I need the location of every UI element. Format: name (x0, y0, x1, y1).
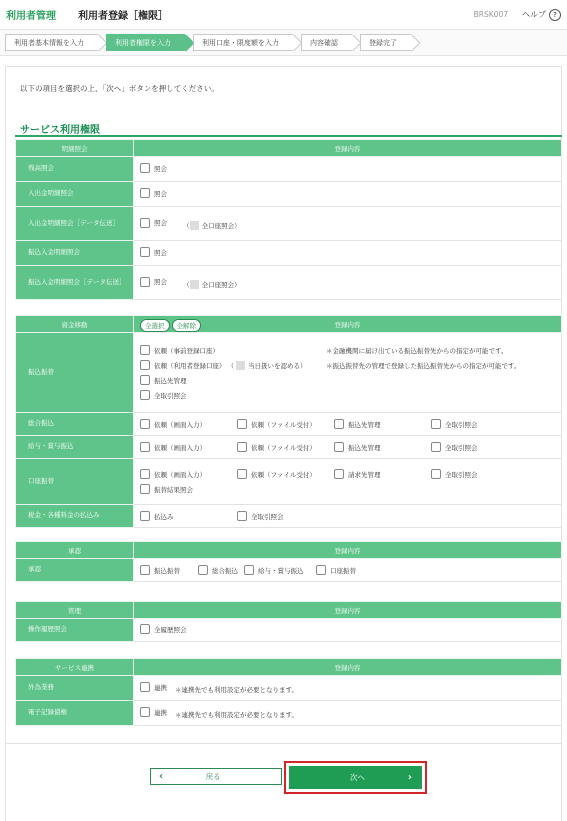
checkbox-icon (140, 469, 150, 479)
row-label: 税金・各種料金の払込み (16, 505, 134, 528)
checkbox-icon (140, 707, 150, 717)
checkbox-icon (140, 419, 150, 429)
paren: ） (234, 280, 241, 289)
checkbox-koza-all[interactable] (431, 469, 478, 479)
checkbox-erecord-link[interactable] (140, 707, 167, 717)
checkbox-sogo-all[interactable] (431, 419, 478, 429)
checkbox-balance[interactable] (140, 163, 167, 173)
management-table (15, 601, 562, 642)
checkbox-label: 依頼（画面入力） (154, 420, 206, 429)
checkbox-label: 連携 (154, 708, 167, 717)
checkbox-payee-management[interactable] (140, 375, 187, 385)
checkbox-kyuyo-payee[interactable] (334, 442, 431, 452)
checkbox-icon (140, 360, 150, 370)
screen-code: BRSK007 (473, 10, 508, 19)
page-title: 利用者登録［権限］ (78, 11, 168, 22)
checkbox-label: 全取引照会 (154, 391, 187, 400)
help-link[interactable] (522, 9, 561, 21)
checkbox-label: 請求先管理 (348, 470, 381, 479)
checkbox-kyuyo-screen[interactable] (140, 442, 237, 452)
note-text: ＊連携先でも利用設定が必要となります。 (175, 686, 298, 694)
row-label: 外為業務 (16, 676, 134, 701)
checkbox-label: 照会 (154, 248, 167, 257)
checkbox-icon (334, 469, 344, 479)
checkbox-inout[interactable] (140, 188, 167, 198)
checkbox-approve-koza[interactable] (316, 565, 356, 575)
checkbox-icon (237, 442, 247, 452)
row-label: 振込入金明細照会［データ伝送］ (16, 266, 134, 300)
service-link-table (15, 658, 562, 726)
checkbox-koza-billing[interactable] (334, 469, 431, 479)
checkbox-label: 依頼（画面入力） (154, 470, 206, 479)
checkbox-koza-screen[interactable] (140, 469, 237, 479)
checkbox-transfer-in[interactable] (140, 247, 167, 257)
checkbox-forex-link[interactable] (140, 682, 167, 692)
checkbox-icon (140, 624, 150, 634)
checkbox-label: 当日扱いを認める (248, 361, 300, 370)
col-header: 登録内容 (134, 602, 562, 619)
row-label: 口座振替 (16, 459, 134, 505)
checkbox-sogo-screen[interactable] (140, 419, 237, 429)
checkbox-label: 全取引照会 (445, 420, 478, 429)
app-name: 利用者管理 (6, 11, 56, 22)
checkbox-inout-data[interactable] (140, 218, 167, 228)
footer-divider (5, 743, 562, 744)
checkbox-label: 総合振込 (212, 566, 238, 575)
row-label: 承認 (16, 559, 134, 582)
checkbox-label: 口座振替 (330, 566, 356, 575)
checkbox-label: 依頼（ファイル受付） (251, 470, 316, 479)
checkbox-icon (316, 565, 326, 575)
checkbox-label: 依頼（ファイル受付） (251, 420, 316, 429)
checkbox-label: 振込振替 (154, 566, 180, 575)
checkbox-icon (140, 484, 150, 494)
checkbox-approve-transfer[interactable] (140, 565, 198, 575)
chevron-left-icon: ‹ (159, 771, 164, 782)
clear-all-button[interactable]: 全解除 (172, 319, 202, 332)
step-indicator (0, 30, 567, 56)
checkbox-label: 全取引照会 (445, 470, 478, 479)
checkbox-icon (237, 419, 247, 429)
checkbox-label: 依頼（事前登録口座） (154, 346, 219, 355)
checkbox-label: 全履歴照会 (154, 625, 187, 634)
checkbox-icon (431, 419, 441, 429)
checkbox-sogo-file[interactable] (237, 419, 334, 429)
checkbox-koza-result[interactable] (140, 484, 193, 494)
checkbox-all-history[interactable] (140, 624, 187, 634)
checkbox-icon (140, 442, 150, 452)
checkbox-request-preregistered[interactable] (140, 345, 326, 355)
section-title: サービス利用権限 (20, 125, 100, 136)
checkbox-kyuyo-file[interactable] (237, 442, 334, 452)
instruction-text: 以下の項目を選択の上、「次へ」ボタンを押してください。 (20, 84, 219, 93)
checkbox-request-user-registered[interactable] (140, 360, 326, 370)
checkbox-icon (140, 390, 150, 400)
checkbox-label: 依頼（利用者登録口座） (154, 361, 226, 370)
checkbox-sogo-payee[interactable] (334, 419, 431, 429)
row-label: 振込振替 (16, 333, 134, 413)
checkbox-label: 払込み (154, 512, 174, 521)
note-text: ＊連携先でも利用設定が必要となります。 (175, 711, 298, 719)
checkbox-label: 全口座照会 (201, 280, 235, 289)
checkbox-label: 全取引照会 (251, 512, 284, 521)
content-panel (5, 66, 562, 821)
checkbox-label: 全取引照会 (445, 443, 478, 452)
checkbox-label: 依頼（ファイル受付） (251, 443, 316, 452)
checkbox-all-transactions[interactable] (140, 390, 187, 400)
row-label: 操作履歴照会 (16, 619, 134, 642)
checkbox-label: 振込先管理 (348, 420, 381, 429)
checkbox-label: 給与・賞与振込 (258, 566, 304, 575)
checkbox-icon (140, 163, 150, 173)
checkbox-icon (140, 247, 150, 257)
checkbox-tax-payment[interactable] (140, 511, 237, 521)
col-header: 登録内容 (134, 140, 562, 157)
col-header: 明細照会 (16, 140, 134, 157)
col-header: 資金移動 (16, 316, 134, 333)
checkbox-icon (334, 442, 344, 452)
checkbox-label: 照会 (154, 219, 167, 227)
checkbox-same-day-disabled[interactable] (236, 361, 245, 370)
checkbox-icon (140, 375, 150, 385)
checkbox-label: 依頼（画面入力） (154, 443, 206, 452)
next-button[interactable] (289, 766, 422, 789)
back-button-label: 戻る (205, 772, 221, 781)
next-button-highlight (284, 761, 427, 794)
checkbox-icon (237, 469, 247, 479)
checkbox-all-accounts-disabled[interactable] (190, 280, 199, 289)
col-header: 管理 (16, 602, 134, 619)
checkbox-label: 振込先管理 (154, 376, 187, 385)
checkbox-icon (431, 469, 441, 479)
paren: ） (234, 221, 241, 230)
checkbox-label: 照会 (154, 278, 167, 286)
header-bar (0, 0, 567, 30)
next-button-label: 次へ (349, 773, 365, 782)
row-label: 振込入金明細照会 (16, 241, 134, 266)
row-label: 電子記録債権 (16, 701, 134, 726)
paren: （ (183, 280, 190, 289)
approval-table (15, 541, 562, 582)
col-header: 承認 (16, 542, 134, 559)
step-1: 利用者基本情報を入力 (5, 34, 98, 51)
checkbox-transfer-in-data[interactable] (140, 277, 167, 287)
row-label: 残高照会 (16, 157, 134, 182)
checkbox-icon (140, 345, 150, 355)
step-5: 登録完了 (360, 34, 411, 51)
paren: （ (227, 361, 234, 370)
checkbox-icon (244, 565, 254, 575)
checkbox-label: 照会 (154, 189, 167, 198)
checkbox-label: 連携 (154, 683, 167, 692)
checkbox-all-accounts-disabled[interactable] (190, 221, 199, 230)
select-all-button[interactable]: 全選択 (140, 319, 170, 332)
col-header: サービス連携 (16, 659, 134, 676)
help-icon: ? (549, 9, 561, 21)
checkbox-koza-file[interactable] (237, 469, 334, 479)
checkbox-label: 照会 (154, 164, 167, 173)
checkbox-icon (334, 419, 344, 429)
row-label: 総合振込 (16, 413, 134, 436)
col-header: 登録内容 (134, 659, 562, 676)
inquiry-table (15, 139, 562, 300)
row-label: 入出金明細照会 (16, 182, 134, 207)
checkbox-approve-sogo[interactable] (198, 565, 244, 575)
checkbox-icon (431, 442, 441, 452)
chevron-right-icon: › (407, 772, 412, 783)
back-button[interactable] (150, 768, 282, 785)
checkbox-label: 振込先管理 (348, 443, 381, 452)
row-label: 入出金明細照会［データ伝送］ (16, 207, 134, 241)
help-label: ヘルプ (522, 9, 546, 19)
checkbox-icon (198, 565, 208, 575)
checkbox-label: 振替結果照会 (154, 485, 193, 494)
note-text: ＊振込振替先の管理で登録した振込振替先からの指定が可能です。 (326, 361, 521, 370)
step-2-current: 利用者権限を入力 (106, 34, 185, 51)
paren: （ (183, 221, 190, 230)
paren: ） (300, 361, 307, 370)
col-header: 登録内容 (134, 542, 562, 559)
checkbox-tax-all[interactable] (237, 511, 284, 521)
checkbox-icon (237, 511, 247, 521)
step-4: 内容確認 (301, 34, 352, 51)
checkbox-icon (140, 511, 150, 521)
checkbox-label: 全口座照会 (201, 221, 235, 230)
checkbox-icon (140, 218, 150, 228)
section-divider (15, 135, 562, 137)
checkbox-icon (140, 188, 150, 198)
col-header: 登録内容 (334, 320, 361, 329)
checkbox-icon (140, 565, 150, 575)
checkbox-approve-kyuyo[interactable] (244, 565, 316, 575)
note-text: ＊金融機関に届け出ている振込振替先からの指定が可能です。 (326, 346, 508, 355)
step-3: 利用口座・限度額を入力 (193, 34, 293, 51)
checkbox-icon (140, 682, 150, 692)
row-label: 給与・賞与振込 (16, 436, 134, 459)
checkbox-kyuyo-all[interactable] (431, 442, 478, 452)
fund-transfer-table (15, 315, 562, 528)
checkbox-icon (140, 277, 150, 287)
